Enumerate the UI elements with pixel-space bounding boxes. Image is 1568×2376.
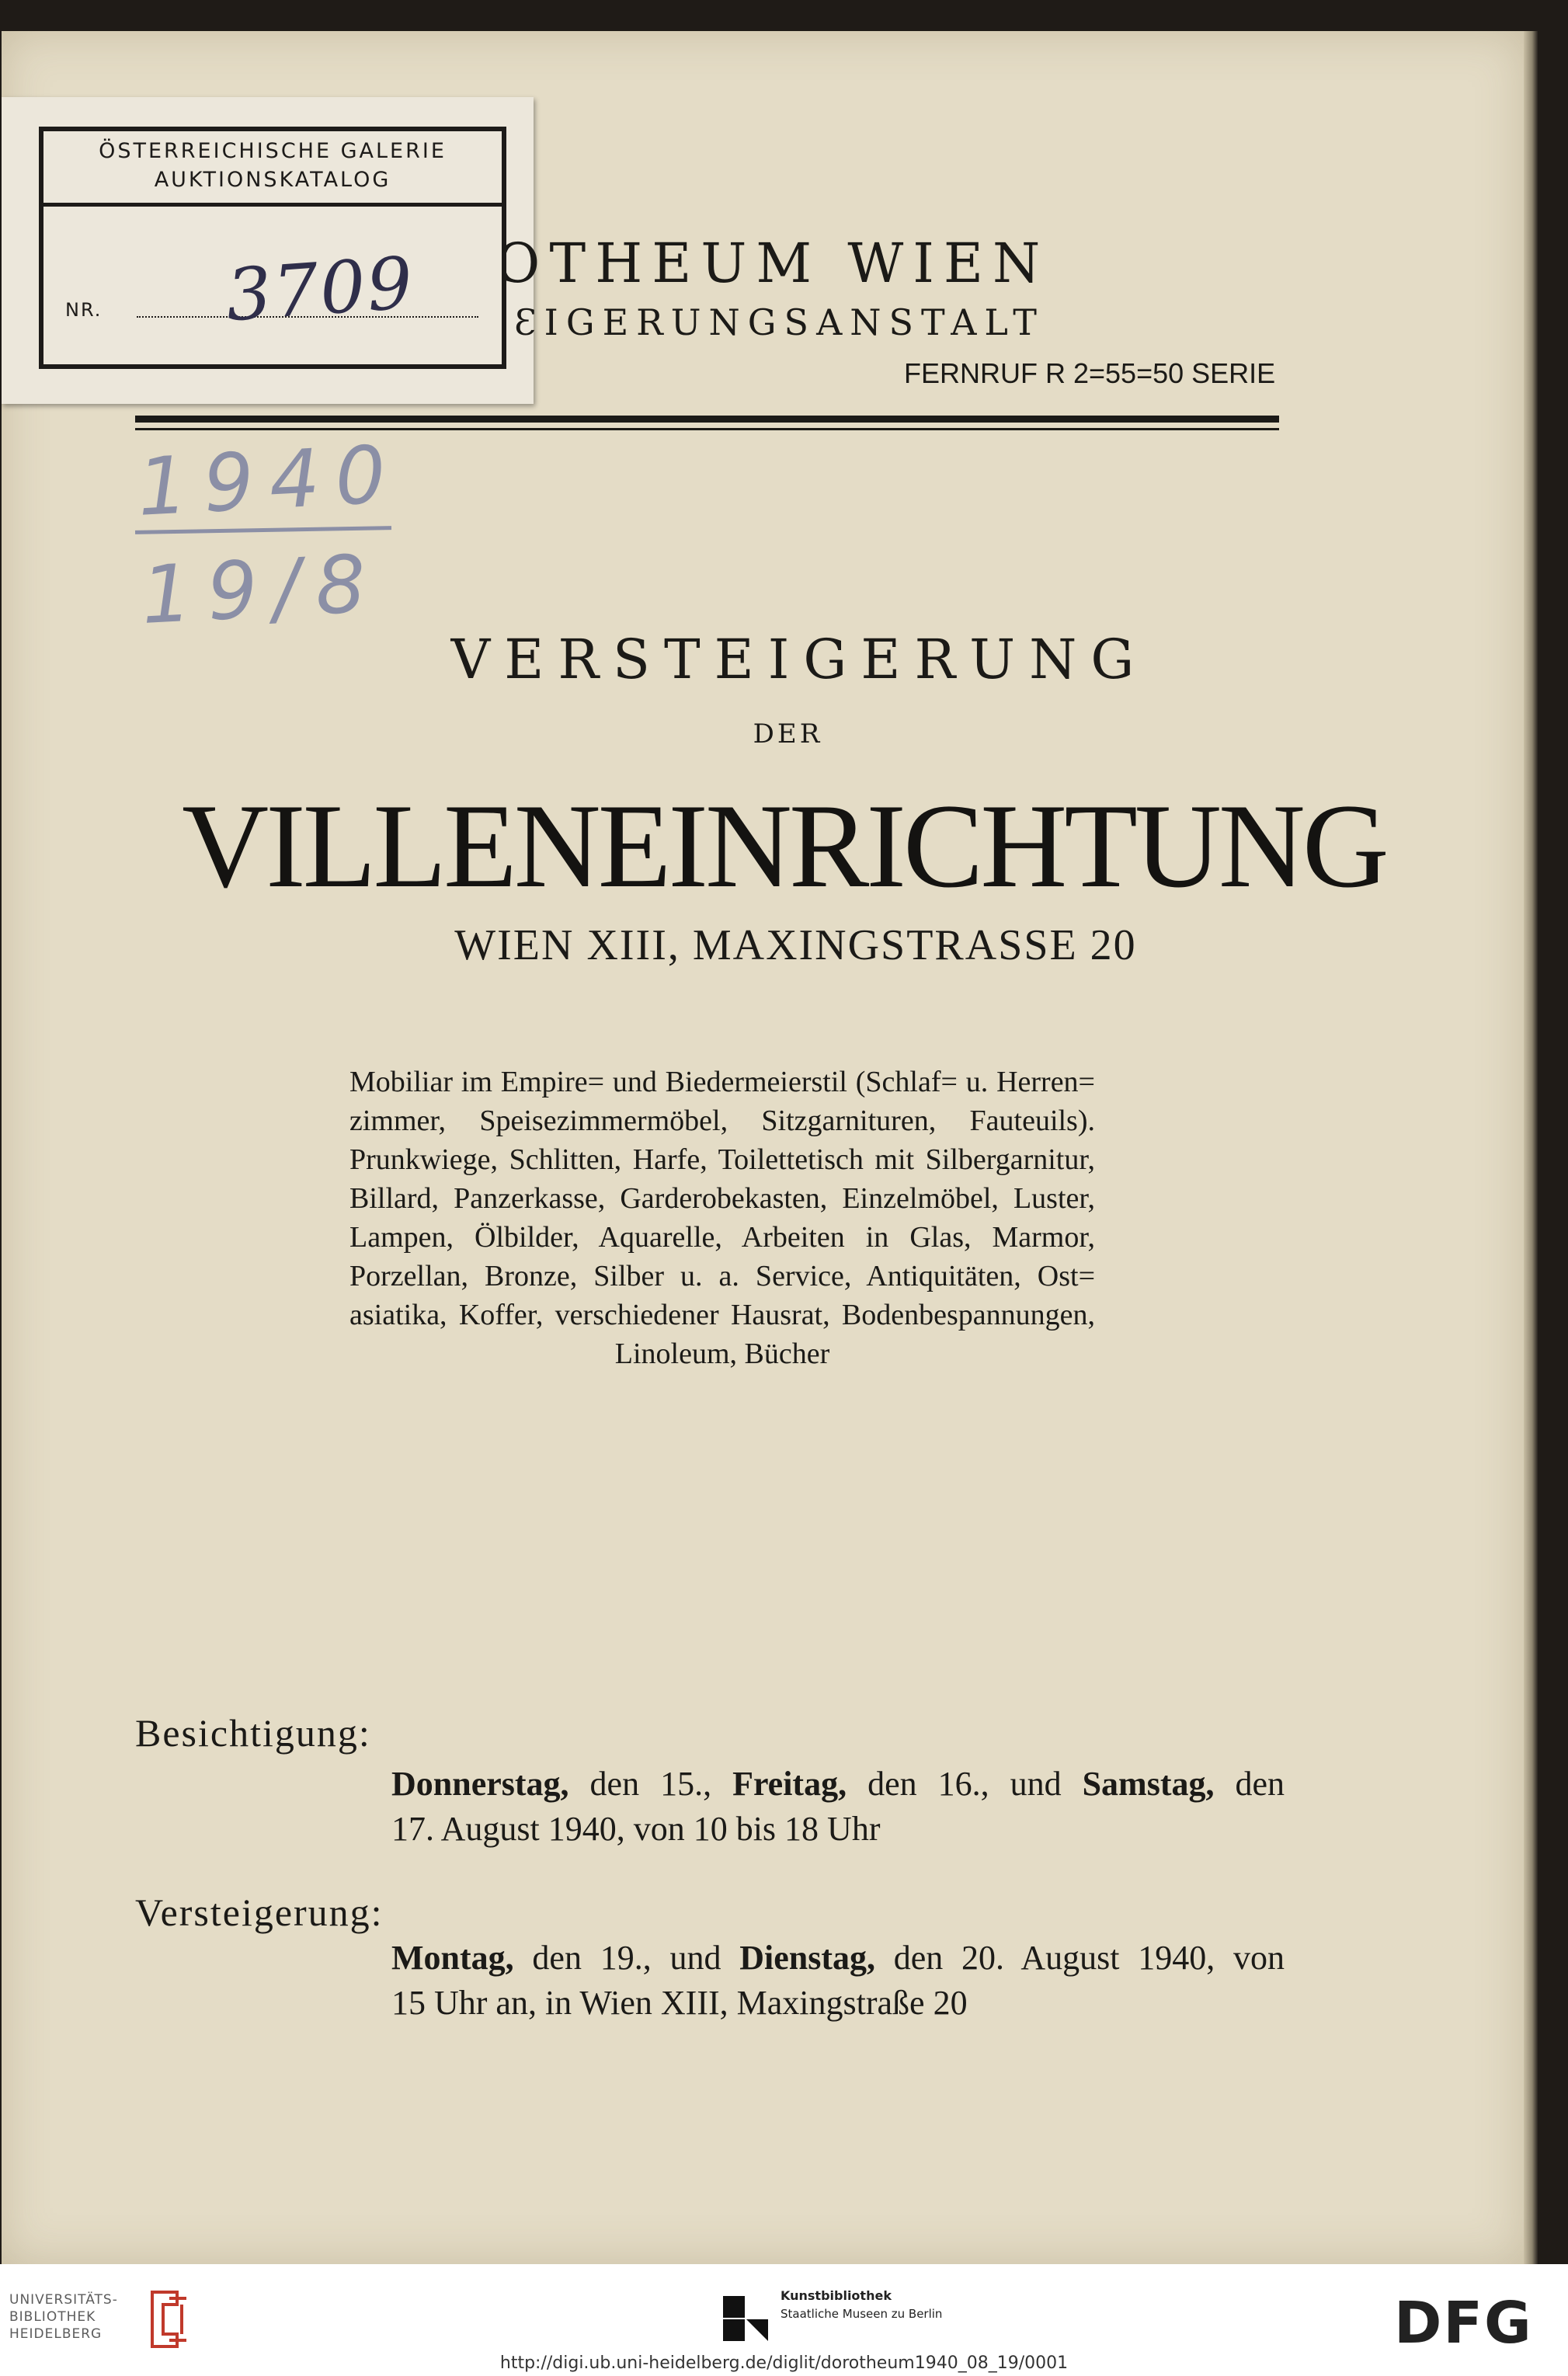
- catalog-page: [2, 31, 1524, 2264]
- library-label: [2, 97, 534, 404]
- viewing-line-2: 17. August 1940, von 10 bis 18 Uhr: [391, 1810, 881, 1848]
- label-frame: [39, 127, 506, 369]
- label-divider: [43, 203, 502, 207]
- viewing-text-1: den 15.,: [568, 1765, 733, 1803]
- permalink-url[interactable]: http://digi.ub.uni-heidelberg.de/diglit/dorotheum1940_08_19/0001: [499, 2353, 1069, 2373]
- masthead-subtitle: ƐIGERUNGSANSTALT: [514, 301, 1045, 343]
- page-edge: [1524, 31, 1538, 2264]
- viewing-day-3: Samstag,: [1082, 1765, 1215, 1803]
- uni-line-2: BIBLIOTHEK: [9, 2309, 96, 2325]
- description-line: Lampen, Ölbilder, Aquarelle, Arbeiten in Glas, Marmor,: [349, 1221, 1095, 1254]
- auction-dates: [391, 1936, 1285, 2026]
- university-library-name: [9, 2291, 118, 2343]
- viewing-day-1: Donnerstag,: [391, 1765, 569, 1803]
- description-line: Porzellan, Bronze, Silber u. a. Service, Antiquitäten, Ost=: [349, 1260, 1095, 1292]
- header-rule-thin: [135, 428, 1279, 430]
- title-der: DER: [753, 718, 823, 750]
- handwritten-year: 1940: [135, 428, 404, 534]
- label-gallery-name: ÖSTERREICHISCHE GALERIE: [99, 139, 447, 163]
- kunstbibliothek-name: Kunstbibliothek: [781, 2288, 892, 2303]
- uni-line-3: HEIDELBERG: [9, 2326, 103, 2342]
- auction-text-1: den 19., und: [513, 1939, 740, 1977]
- description-line: Mobiliar im Empire= und Biedermeierstil (Schlaf= u. Herren=: [349, 1066, 1095, 1098]
- viewing-day-2: Freitag,: [732, 1765, 847, 1803]
- label-catalog-type: AUKTIONSKATALOG: [154, 168, 391, 192]
- auction-text-2: den 20. August 1940, von: [875, 1939, 1285, 1977]
- university-logo-icon: [146, 2287, 193, 2351]
- description-line: asiatika, Koffer, verschiedener Hausrat, Bodenbespannungen,: [349, 1299, 1095, 1331]
- uni-line-1: UNIVERSITÄTS-: [9, 2292, 118, 2308]
- description-line: Prunkwiege, Schlitten, Harfe, Toilettetisch mit Silbergarnitur,: [349, 1143, 1095, 1176]
- kunstbibliothek-subtitle: Staatliche Museen zu Berlin: [781, 2307, 943, 2321]
- viewing-line-1: [391, 1762, 1285, 1807]
- handwritten-day: 19/8: [139, 537, 384, 643]
- viewing-text-2: den 16., und: [847, 1765, 1083, 1803]
- auction-day-2: Dienstag,: [739, 1939, 875, 1977]
- description-line: Billard, Panzerkasse, Garderobekasten, Einzelmöbel, Luster,: [349, 1182, 1095, 1215]
- item-description: [349, 1063, 1095, 1373]
- viewing-heading: Besichtigung:: [135, 1711, 371, 1755]
- viewing-text-3: den: [1214, 1765, 1285, 1803]
- header-rule-thick: [135, 416, 1279, 423]
- kunstbibliothek-logo-icon: [718, 2291, 773, 2346]
- masthead-title: ƆTHEUM WIEN: [499, 231, 1050, 295]
- description-line: zimmer, Speisezimmermöbel, Sitzgarnituren, Fauteuils).: [349, 1105, 1095, 1137]
- auction-heading: Versteigerung:: [135, 1891, 384, 1934]
- auction-line-1: [391, 1936, 1285, 1981]
- title-address: WIEN XIII, MAXINGSTRASSE 20: [454, 921, 1137, 969]
- auction-day-1: Montag,: [391, 1939, 514, 1977]
- description-line: Linoleum, Bücher: [614, 1338, 830, 1370]
- label-number-caption: NR.: [65, 299, 103, 321]
- title-versteigerung: VERSTEIGERUNG: [450, 628, 1149, 691]
- viewing-dates: [391, 1762, 1285, 1852]
- dfg-logo: DFG: [1394, 2290, 1533, 2357]
- masthead-phone: FERNRUF R 2=55=50 SERIE: [904, 357, 1276, 389]
- auction-line-2: 15 Uhr an, in Wien XIII, Maxingstraße 20: [391, 1984, 968, 2022]
- title-villeneinrichtung: VILLENEINRICHTUNG: [182, 779, 1386, 913]
- label-handwritten-number: 3709: [223, 241, 417, 338]
